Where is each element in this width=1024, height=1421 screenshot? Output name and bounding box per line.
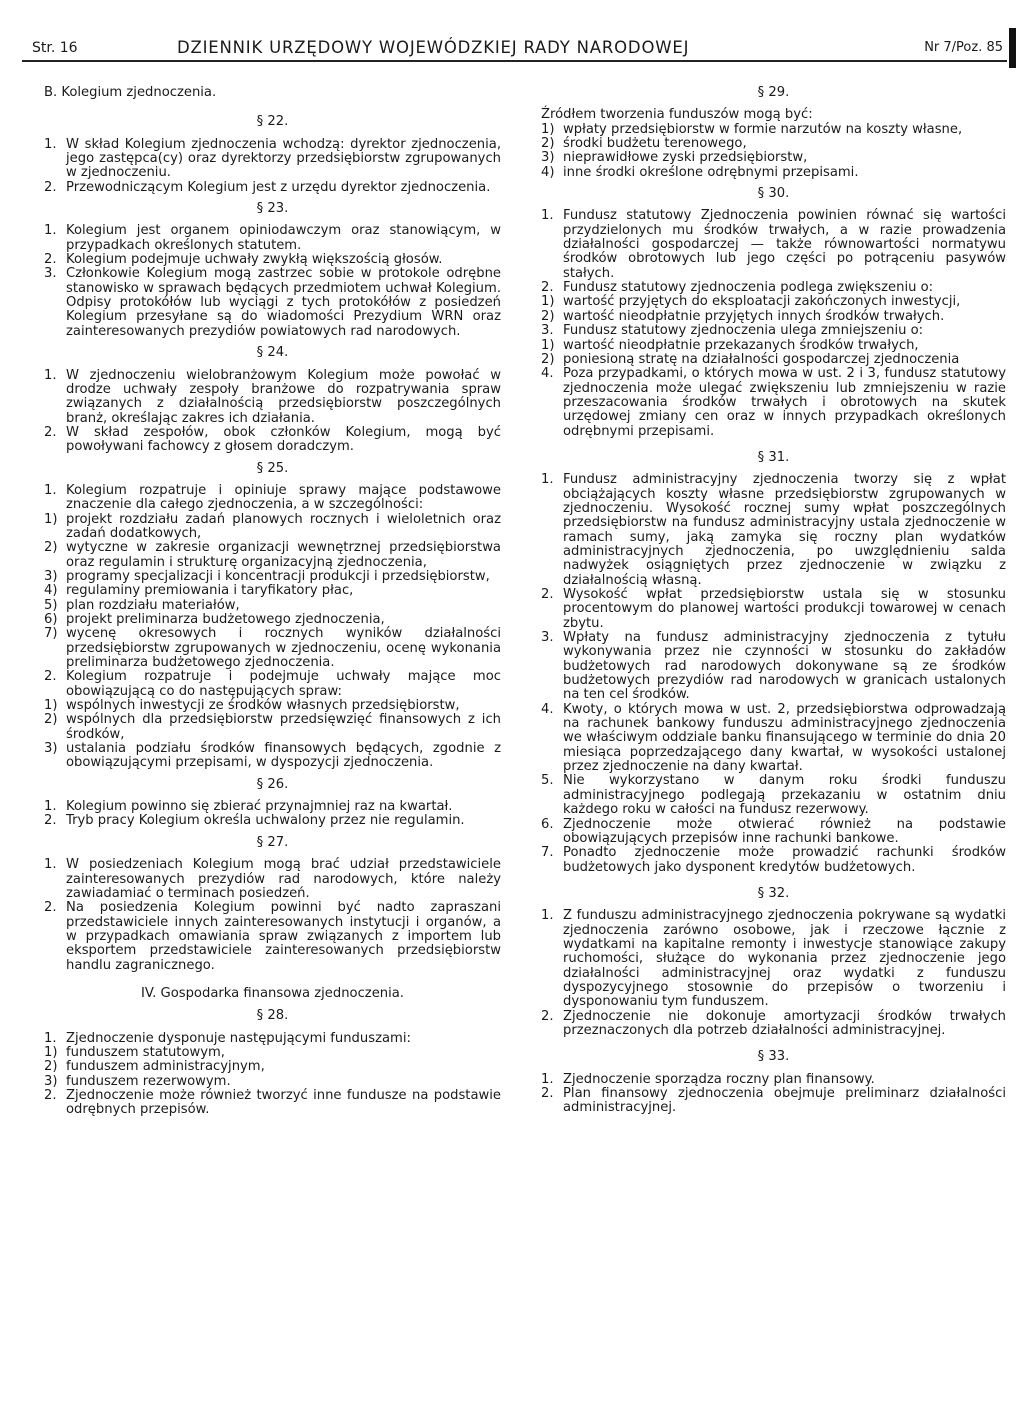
section-26-title: § 26. xyxy=(256,776,289,792)
left-column xyxy=(44,86,501,1118)
list-item: 5) plan rozdziału materiałów, xyxy=(44,597,240,613)
paragraph: 1. Kolegium powinno się zbierać przynajmniej raz na kwartał. xyxy=(44,799,453,815)
paragraph: 2. W skład zespołów, obok członków Kolegium, mogą być powoływani fachowcy z głosem doradczym. xyxy=(44,424,501,455)
paragraph: 4. Kwoty, o których mowa w ust. 2, przedsiębiorstwa odprowadzają na rachunek bankowy funduszu administracyjnego zjednoczenia we właściwym oddziale banku finansującego w terminie do dnia 20 miesiąca poprzedzającego dany kwartał, w wysokości ustalonej przez zjednoczenie na dany kwartał. xyxy=(541,701,1006,775)
paragraph: 2. Na posiedzenia Kolegium powinni być nadto zapraszani przedstawiciele innych zainteresowanych instytucji i organów, a w przypadkach omawiania spraw związanych z importem lub eksportem przedstawiciele zainteresowanych przedsiębiorstw handlu zagranicznego. xyxy=(44,900,501,973)
section-27-title: § 27. xyxy=(256,834,289,850)
paragraph: 2. Przewodniczącym Kolegium jest z urzędu dyrektor zjednoczenia. xyxy=(44,179,491,195)
paragraph: 2. Tryb pracy Kolegium określa uchwalony przez nie regulamin. xyxy=(44,813,465,829)
list-item: 1) wpłaty przedsiębiorstw w formie narzutów na koszty własne, xyxy=(541,121,963,137)
paragraph: 2. Plan finansowy zjednoczenia obejmuje preliminarz działalności administracyjnej. xyxy=(541,1086,1006,1116)
chapter-heading: B. Kolegium zjednoczenia. xyxy=(44,85,217,100)
list-item: 3) ustalania podziału środków finansowych będących, zgodnie z obowiązującymi przepisami, w dyspozycji zjednoczenia. xyxy=(44,741,501,771)
paragraph: 1. Z funduszu administracyjnego zjednoczenia pokrywane są wydatki zjednoczenia zarówno osobowe, jak i rzeczowe łącznie z wydatkami na kapitalne remonty i inwestycje stanowiące zakupy ruchomości, służące do wykonania przez zjednoczenie jego działalności administracyjnej oraz wydatki z funduszu dyspozycyjnego stosownie do przepisów o tworzeniu i dysponowaniu tym funduszem. xyxy=(541,908,1006,1010)
list-item: 2) funduszem administracyjnym, xyxy=(44,1059,265,1075)
list-item: 3) funduszem rezerwowym. xyxy=(44,1073,231,1089)
section-23-title: § 23. xyxy=(256,201,289,217)
section-28-title: § 28. xyxy=(256,1008,289,1024)
paragraph: 2. Kolegium rozpatruje i podejmuje uchwały mające moc obowiązującą co do następujących spraw: xyxy=(44,669,501,699)
list-item: 2) wartość nieodpłatnie przyjętych innych środków trwałych. xyxy=(541,308,945,324)
list-item: 1) projekt rozdziału zadań planowych rocznych i wieloletnich oraz zadań dodatkowych, xyxy=(44,511,501,541)
section-29-intro: Źródłem tworzenia funduszów mogą być: xyxy=(541,107,813,123)
paragraph: 7. Ponadto zjednoczenie może prowadzić rachunki środków budżetowych jako dysponent kredytów budżetowych. xyxy=(541,845,1006,875)
list-item: 1) funduszem statutowym, xyxy=(44,1044,225,1060)
edge-bar xyxy=(1009,28,1016,68)
list-item: 4) regulaminy premiowania i taryfikatory płac, xyxy=(44,583,354,599)
list-item: 3) programy specjalizacji i koncentracji produkcji i przedsiębiorstw, xyxy=(44,568,490,584)
list-item: 2) poniesioną stratę na działalności gospodarczej zjednoczenia xyxy=(541,351,960,367)
journal-title: DZIENNIK URZĘDOWY WOJEWÓDZKIEJ RADY NARODOWEJ xyxy=(177,38,690,57)
paragraph: 1. W posiedzeniach Kolegium mogą brać udział przedstawiciele zainteresowanych prezydiów rad narodowych, które należy zawiadamiać o terminach posiedzeń. xyxy=(44,857,501,901)
paragraph: 1. W skład Kolegium zjednoczenia wchodzą: dyrektor zjednoczenia, jego zastępca(cy) oraz dyrektorzy przedsiębiorstw zgrupowanych w zjednoczeniu. xyxy=(44,136,501,181)
page-header xyxy=(22,30,1007,62)
paragraph: 1. Zjednoczenie dysponuje następującymi funduszami: xyxy=(44,1030,411,1046)
list-item: 2) wspólnych dla przedsiębiorstw przedsięwzięć finansowych z ich środków, xyxy=(44,712,501,742)
paragraph: 1. Kolegium jest organem opiniodawczym oraz stanowiącym, w przypadkach określonych statutem. xyxy=(44,223,501,253)
right-column xyxy=(541,86,1006,1116)
paragraph: 3. Członkowie Kolegium mogą zastrzec sobie w protokole odrębne stanowisko w sprawach będących przedmiotem uchwał Kolegium. Odpisy protokółów lub wyciągi z tych protokółów z posiedzeń Kolegium przesyłane są do wiadomości Prezydium WRN oraz zainteresowanych prezydiów powiatowych rad narodowych. xyxy=(44,266,501,339)
paragraph: 4. Poza przypadkami, o których mowa w ust. 2 i 3, fundusz statutowy zjednoczenia może ulegać zwiększeniu lub zmniejszeniu w razie przeszacowania środków trwałych i obrotowych na skutek urzędowej zmiany cen oraz w innych przypadkach określonych odrębnymi przepisami. xyxy=(541,366,1006,439)
paragraph: 3. Fundusz statutowy zjednoczenia ulega zmniejszeniu o: xyxy=(541,323,924,339)
paragraph: 1. Zjednoczenie sporządza roczny plan finansowy. xyxy=(541,1071,875,1087)
paragraph: 1. Kolegium rozpatruje i opiniuje sprawy mające podstawowe znaczenie dla całego zjednoczenia, a w szczególności: xyxy=(44,482,501,513)
list-item: 3) nieprawidłowe zyski przedsiębiorstw, xyxy=(541,150,808,166)
issue-number: Nr 7/Poz. 85 xyxy=(924,40,1003,55)
list-item: 1) wartość nieodpłatnie przekazanych środków trwałych, xyxy=(541,337,919,353)
list-item: 1) wspólnych inwestycji ze środków własnych przedsiębiorstw, xyxy=(44,698,460,714)
paragraph: 3. Wpłaty na fundusz administracyjny zjednoczenia z tytułu wykonywania przez nie czynności w stosunku do zakładów budżetowych rad narodowych dokonywane są ze środków budżetowych prezydiów rad narodowych w granicach ustalonych na ten cel środków. xyxy=(541,630,1006,703)
paragraph: 1. Fundusz statutowy Zjednoczenia powinien równać się wartości przydzielonych mu środków trwałych, a w razie prowadzenia działalności gospodarczej — także równowartości normatywu środków obrotowych lub jego części po potrąceniu pasywów stałych. xyxy=(541,208,1006,281)
paragraph: 2. Zjednoczenie może również tworzyć inne fundusze na podstawie odrębnych przepisów. xyxy=(44,1087,501,1118)
paragraph: 2. Wysokość wpłat przedsiębiorstw ustala się w stosunku procentowym do planowej wartości produkcji towarowej w cenach zbytu. xyxy=(541,587,1006,631)
paragraph: 1. Fundusz administracyjny zjednoczenia tworzy się z wpłat obciążających koszty własne przedsiębiorstw zgrupowanych w zjednoczeniu. Wysokość rocznej sumy wpłat poszczególnych przedsiębiorstw na fundusz administracyjny ustala zjednoczenie w ramach sumy, jaką zamyka się roczny plan wydatków administracyjnych zjednoczenia, po uwzględnieniu salda nadwyżek osiągniętych przez zjednoczenie w związku z działalnością własną. xyxy=(541,472,1006,588)
section-22-title: § 22. xyxy=(256,114,289,130)
page-number: Str. 16 xyxy=(32,40,78,56)
paragraph: 2. Kolegium podejmuje uchwały zwykłą większością głosów. xyxy=(44,252,443,268)
list-item: 2) wytyczne w zakresie organizacji wewnętrznej przedsiębiorstwa oraz regulamin i strukturę organizacyjną zjednoczenia, xyxy=(44,540,501,570)
section-25-title: § 25. xyxy=(256,460,289,476)
section-24-title: § 24. xyxy=(256,345,289,361)
part-heading: IV. Gospodarka finansowa zjednoczenia. xyxy=(141,985,404,1001)
section-32-title: § 32. xyxy=(757,885,790,901)
section-30-title: § 30. xyxy=(757,186,790,202)
list-item: 6) projekt preliminarza budżetowego zjednoczenia, xyxy=(44,612,385,627)
paragraph: 5. Nie wykorzystano w danym roku środki funduszu administracyjnego podlegają przekazaniu w ostatnim dniu każdego roku w całości na fundusz rezerwowy. xyxy=(541,773,1006,818)
list-item: 4) inne środki określone odrębnymi przepisami. xyxy=(541,164,859,180)
paragraph: 2. Fundusz statutowy zjednoczenia podlega zwiększeniu o: xyxy=(541,280,934,296)
section-33-title: § 33. xyxy=(757,1049,790,1065)
paragraph: 2. Zjednoczenie nie dokonuje amortyzacji środków trwałych przeznaczonych dla potrzeb działalności administracyjnej. xyxy=(541,1008,1006,1038)
section-29-title: § 29. xyxy=(757,85,790,100)
paragraph: 6. Zjednoczenie może otwierać również na podstawie obowiązujących przepisów inne rachunki bankowe. xyxy=(541,816,1006,846)
paragraph: 1. W zjednoczeniu wielobranżowym Kolegium może powołać w drodze uchwały zespoły branżowe do rozpatrywania spraw związanych z działalnością przedsiębiorstw poszczególnych branż, określając zakres ich działania. xyxy=(44,367,501,426)
list-item: 2) środki budżetu terenowego, xyxy=(541,136,747,152)
list-item: 7) wycenę okresowych i rocznych wyników działalności przedsiębiorstw zgrupowanych w zjednoczeniu, ocenę wykonania preliminarza budżetowego zjednoczenia. xyxy=(44,626,501,671)
section-31-title: § 31. xyxy=(757,449,790,465)
list-item: 1) wartość przyjętych do eksploatacji zakończonych inwestycji, xyxy=(541,294,961,310)
